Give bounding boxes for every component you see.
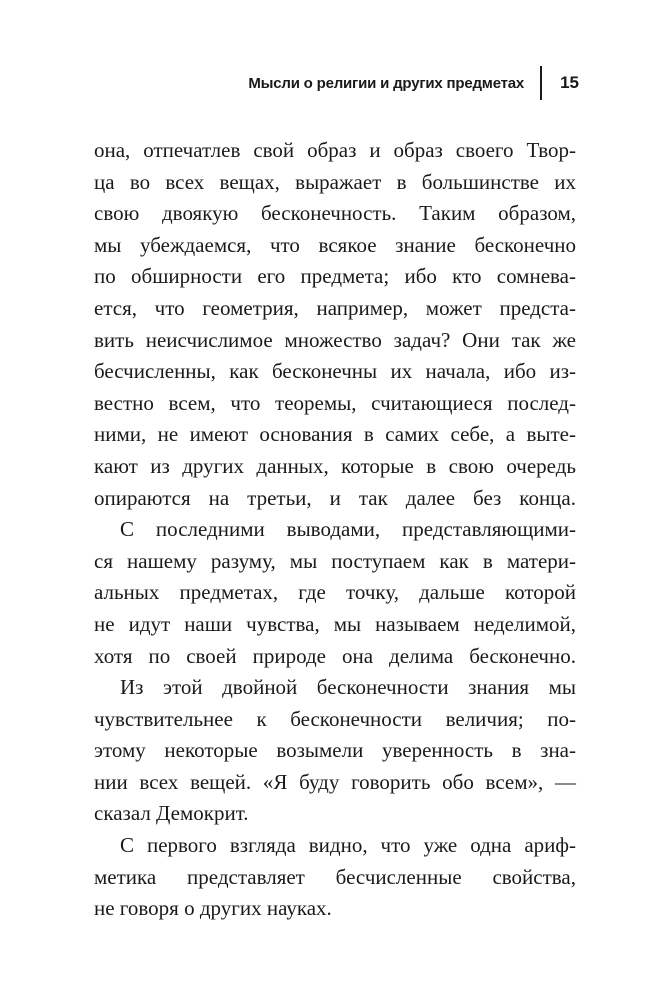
text-line: мы убеждаемся, что всякое знание бесконечно (94, 232, 576, 257)
running-head (248, 66, 579, 100)
text-line: сказал Демокрит. (94, 801, 249, 826)
text-line: не говоря о других науках. (94, 896, 332, 921)
paragraph (94, 830, 576, 925)
text-line: этому некоторые возымели уверенность в зна- (94, 738, 576, 763)
text-line: свою двоякую бесконечность. Таким образом, (94, 201, 576, 226)
text-line: она, отпечатлев свой образ и образ своего Твор- (94, 138, 576, 162)
paragraph (94, 135, 576, 514)
text-line: ся нашему разуму, мы поступаем как в матери- (94, 548, 576, 573)
text-line: ется, что геометрия, например, может предста- (94, 295, 576, 320)
text-line: нии всех вещей. «Я буду говорить обо всем», — (94, 769, 576, 794)
text-line: чувствительнее к бесконечности величия; по- (94, 706, 576, 731)
text-line: Из этой двойной бесконечности знания мы (120, 675, 576, 700)
running-title: Мысли о религии и других предметах (248, 74, 525, 92)
text-line: не идут наши чувства, мы называем неделимой, (94, 611, 576, 636)
text-line: по обширности его предмета; ибо кто сомнева- (94, 264, 576, 289)
paragraph (94, 514, 576, 672)
header-divider (540, 66, 542, 100)
text-line: бесчисленны, как бесконечны их начала, ибо из- (94, 359, 576, 384)
text-line: вить неисчислимое множество задач? Они так же (94, 327, 576, 352)
text-line: кают из других данных, которые в свою очередь (94, 453, 576, 478)
text-line: С первого взгляда видно, что уже одна ариф- (120, 833, 576, 858)
text-line: С последними выводами, представляющими- (120, 517, 576, 542)
text-line: ними, не имеют основания в самих себе, а выте- (94, 422, 576, 447)
text-line: метика представляет бесчисленные свойства, (94, 864, 576, 889)
text-line: альных предметах, где точку, дальше которой (94, 580, 576, 605)
paragraph (94, 672, 576, 830)
page-number: 15 (560, 73, 579, 92)
text-line: опираются на третьи, и так далее без конца. (94, 485, 576, 510)
text-line: вестно всем, что теоремы, считающиеся послед- (94, 390, 576, 415)
body-text (94, 135, 576, 925)
text-line: хотя по своей природе она делима бесконечно. (94, 643, 576, 668)
text-line: ца во всех вещах, выражает в большинстве их (94, 169, 576, 194)
